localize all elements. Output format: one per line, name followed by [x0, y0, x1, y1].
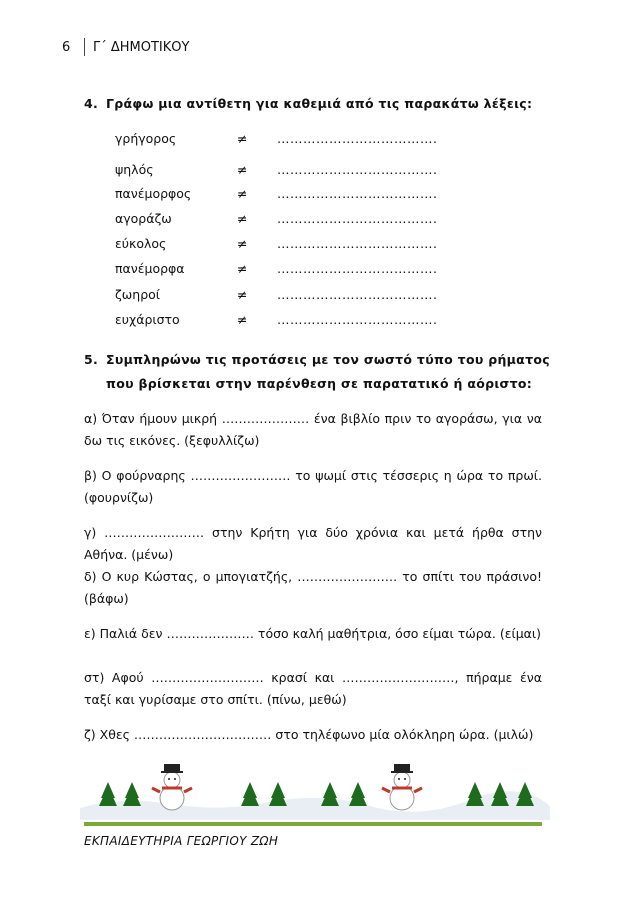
antonym-row [115, 186, 437, 201]
antonym-word: πανέμορφα [115, 261, 185, 276]
antonym-word: ευχάριστο [115, 312, 180, 327]
exercise-4-number: 4. [84, 96, 99, 111]
answer-blank[interactable]: ………………………………. [277, 131, 438, 146]
christmas-tree-icon [466, 782, 484, 806]
not-equal-icon: ≠ [237, 261, 248, 276]
christmas-tree-icon [99, 782, 117, 806]
antonym-row [115, 131, 437, 146]
answer-blank[interactable]: ………………………………. [277, 312, 438, 327]
antonym-row [115, 211, 437, 226]
antonym-word: αγοράζω [115, 211, 172, 226]
snowman-icon [382, 764, 422, 810]
exercise-5-number: 5. [84, 352, 99, 367]
page-header [62, 38, 189, 56]
christmas-tree-icon [321, 782, 339, 806]
antonym-word: ψηλός [115, 162, 154, 177]
not-equal-icon: ≠ [237, 287, 248, 302]
not-equal-icon: ≠ [237, 186, 248, 201]
grade-label: Γ΄ ΔΗΜΟΤΙΚΟΥ [93, 39, 190, 55]
christmas-tree-icon [123, 782, 141, 806]
answer-blank[interactable]: ………………………………. [277, 186, 438, 201]
answer-blank[interactable]: ………………………………. [277, 211, 438, 226]
page-number: 6 [62, 39, 71, 55]
sentence-a: α) Όταν ήμουν μικρή ………………… ένα βιβλίο πριν το αγοράσω, για να δω τις εικόνες. (ξεφυλλίζω) [84, 411, 542, 448]
exercise-5-instruction-line2: που βρίσκεται στην παρένθεση σε παρατατικό ή αόριστο: [106, 376, 533, 391]
winter-decoration [80, 760, 550, 820]
sentence-b: β) Ο φούρναρης …………………… το ψωμί στις τέσσερις η ώρα το πρωί. (φουρνίζω) [84, 468, 542, 505]
not-equal-icon: ≠ [237, 236, 248, 251]
antonym-word: εύκολος [115, 236, 167, 251]
answer-blank[interactable]: ………………………………. [277, 162, 438, 177]
antonym-row [115, 312, 437, 327]
antonym-word: γρήγορος [115, 131, 177, 146]
christmas-tree-icon [241, 782, 259, 806]
answer-blank[interactable]: ………………………………. [277, 236, 438, 251]
not-equal-icon: ≠ [237, 211, 248, 226]
exercise-5-instruction-line1: Συμπληρώνω τις προτάσεις με τον σωστό τύπο του ρήματος [106, 352, 550, 367]
header-divider [84, 38, 85, 56]
exercise-5-title [84, 352, 550, 391]
exercise-4-title [84, 96, 532, 111]
sentence-e: ε) Παλιά δεν ………………… τόσο καλή μαθήτρια, όσο είμαι τώρα. (είμαι) [84, 626, 542, 641]
sentence-st: στ) Αφού ……………………… κρασί και ………………………, πήραμε ένα ταξί και γυρίσαμε στο σπίτι. (πίνω, μεθώ) [84, 670, 542, 707]
footer-author: ΕΚΠΑΙΔΕΥΤΗΡΙΑ ΓΕΩΡΓΙΟΥ ΖΩΗ [84, 834, 279, 848]
antonym-word: πανέμορφος [115, 186, 192, 201]
sentence-c: γ) …………………… στην Κρήτη για δύο χρόνια και μετά ήρθα στην Αθήνα. (μένω) [84, 525, 542, 562]
not-equal-icon: ≠ [237, 312, 248, 327]
not-equal-icon: ≠ [237, 131, 248, 146]
not-equal-icon: ≠ [237, 162, 248, 177]
sentence-d: δ) Ο κυρ Κώστας, ο μπογιατζής, …………………… το σπίτι του πράσινο! (βάφω) [84, 569, 542, 606]
antonym-row [115, 162, 437, 177]
antonym-row [115, 236, 437, 251]
antonym-row [115, 261, 437, 276]
answer-blank[interactable]: ………………………………. [277, 261, 438, 276]
christmas-tree-icon [269, 782, 287, 806]
sentence-z: ζ) Χθες …………………………… στο τηλέφωνο μία ολόκληρη ώρα. (μιλώ) [84, 727, 534, 742]
christmas-tree-icon [349, 782, 367, 806]
exercise-4-instruction: Γράφω μια αντίθετη για καθεμιά από τις παρακάτω λέξεις: [106, 96, 533, 111]
footer-rule [84, 822, 542, 826]
answer-blank[interactable]: ………………………………. [277, 287, 438, 302]
antonym-word: ζωηροί [115, 287, 161, 302]
antonym-row [115, 287, 437, 302]
